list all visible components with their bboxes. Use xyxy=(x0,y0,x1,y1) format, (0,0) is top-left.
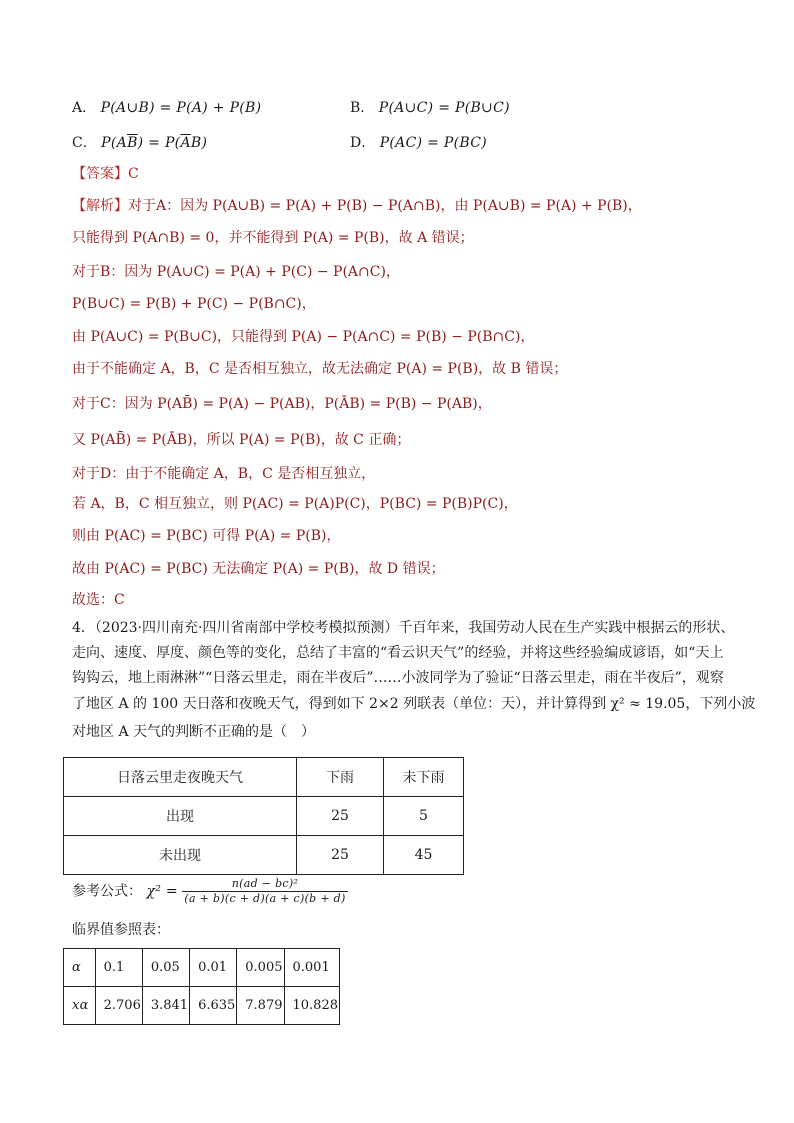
table-cell: 0.1 xyxy=(95,949,142,987)
formula-numerator: n(ad − bc)² xyxy=(182,877,347,892)
question-4-line-5: 对地区 A 天气的判断不正确的是（ ） xyxy=(72,724,316,740)
table-cell: 3.841 xyxy=(142,987,189,1025)
table-cell: 0.01 xyxy=(190,949,237,987)
contingency-table xyxy=(63,757,464,875)
option-c-part-1: P(A xyxy=(101,135,128,151)
table-header-cell: 日落云里走夜晚天气 xyxy=(64,758,297,797)
table-cell: 未出现 xyxy=(64,836,297,875)
analysis-line-2: 只能得到 P(A∩B) = 0，并不能得到 P(A) = P(B)，故 A 错误； xyxy=(72,230,474,246)
option-c-part-4: $\overline{A}$ xyxy=(180,135,191,151)
option-a-label: A． xyxy=(72,100,97,116)
question-4-line-2: 走向、速度、厚度、颜色等的变化，总结了丰富的“看云识天气”的经验，并将这些经验编成谚语，如“天上 xyxy=(72,645,724,661)
table-row xyxy=(64,758,464,797)
option-b-expr: P(A∪C) = P(B∪C) xyxy=(378,100,510,116)
table-cell: 7.879 xyxy=(237,987,284,1025)
answer-tag: 【答案】 xyxy=(72,166,128,182)
analysis-line-9: 对于D：由于不能确定 A，B，C 是否相互独立， xyxy=(72,466,376,482)
critical-table-label: 临界值参照表： xyxy=(72,922,170,938)
table-cell: 10.828 xyxy=(284,987,340,1025)
option-d-expr: P(AC) = P(BC) xyxy=(379,135,487,151)
table-cell: 出现 xyxy=(64,797,297,836)
table-cell: xα xyxy=(64,987,96,1025)
option-d-label: D． xyxy=(350,135,376,151)
formula-label: 参考公式： xyxy=(72,883,142,900)
option-c-label: C． xyxy=(72,135,97,151)
analysis-line-1 xyxy=(72,196,642,216)
table-cell: 0.001 xyxy=(284,949,340,987)
analysis-line-13: 故选：C xyxy=(72,592,125,608)
analysis-line-11: 则由 P(AC) = P(BC) 可得 P(A) = P(B)， xyxy=(72,528,341,544)
formula-lhs: χ² = xyxy=(146,883,178,900)
analysis-line-6: 由于不能确定 A，B，C 是否相互独立，故无法确定 P(A) = P(B)，故 B 错误； xyxy=(72,361,568,377)
table-cell: 2.706 xyxy=(95,987,142,1025)
answer-value: C xyxy=(128,166,139,182)
analysis-line-5: 由 P(A∪C) = P(B∪C)，只能得到 P(A) − P(A∩C) = P(B) − P(B∩C)， xyxy=(72,329,535,345)
analysis-line-7: 对于C：因为 P(AB̄) = P(A) − P(AB)，P(ĀB) = P(B) − P(AB)， xyxy=(72,396,492,412)
option-b xyxy=(350,98,510,118)
option-c-part-3: ) = P( xyxy=(137,135,181,151)
table-row xyxy=(64,949,340,987)
table-cell: 25 xyxy=(297,836,384,875)
table-cell: 45 xyxy=(384,836,464,875)
table-cell: 0.05 xyxy=(142,949,189,987)
option-d xyxy=(350,133,487,153)
option-a xyxy=(72,98,261,118)
analysis-text-1: 对于A：因为 P(A∪B) = P(A) + P(B) − P(A∩B)，由 P(A∪B) = P(A) + P(B)， xyxy=(128,198,642,214)
table-row xyxy=(64,797,464,836)
option-b-label: B． xyxy=(350,100,375,116)
analysis-line-12: 故由 P(AC) = P(BC) 无法确定 P(A) = P(B)，故 D 错误； xyxy=(72,561,445,577)
question-4-line-4: 了地区 A 的 100 天日落和夜晚天气，得到如下 2×2 列联表（单位：天），并计算得到 χ² ≈ 19.05，下列小波 xyxy=(72,696,756,712)
critical-value-table xyxy=(63,948,340,1025)
option-c-part-2: $\overline{B}$ xyxy=(127,135,138,151)
analysis-line-8: 又 P(AB̄) = P(ĀB)，所以 P(A) = P(B)，故 C 正确； xyxy=(72,432,411,448)
question-4-line-3: 钩钩云，地上雨淋淋”“日落云里走，雨在半夜后”……小波同学为了验证“日落云里走，雨在半夜后”，观察 xyxy=(72,670,724,686)
formula-denominator: (a + b)(c + d)(a + c)(b + d) xyxy=(184,892,346,905)
table-row xyxy=(64,987,340,1025)
table-cell: 5 xyxy=(384,797,464,836)
table-cell: 0.005 xyxy=(237,949,284,987)
option-a-expr: P(A∪B) = P(A) + P(B) xyxy=(100,100,262,116)
table-row xyxy=(64,836,464,875)
table-cell: 6.635 xyxy=(190,987,237,1025)
reference-formula xyxy=(72,877,348,906)
analysis-tag: 【解析】 xyxy=(72,198,128,214)
option-c xyxy=(72,133,207,153)
table-header-cell: 未下雨 xyxy=(384,758,464,797)
formula-fraction xyxy=(182,877,347,906)
analysis-line-4: P(B∪C) = P(B) + P(C) − P(B∩C)， xyxy=(72,296,316,312)
analysis-line-10: 若 A，B，C 相互独立，则 P(AC) = P(A)P(C)，P(BC) = P(B)P(C)， xyxy=(72,496,518,512)
option-c-expr xyxy=(101,135,207,151)
table-header-cell: 下雨 xyxy=(297,758,384,797)
option-c-part-5: B) xyxy=(190,135,208,151)
analysis-line-3: 对于B：因为 P(A∪C) = P(A) + P(C) − P(A∩C)， xyxy=(72,264,400,280)
table-cell: 25 xyxy=(297,797,384,836)
answer-line xyxy=(72,164,139,184)
table-cell: α xyxy=(64,949,96,987)
question-4-line-1: 4．（2023·四川南充·四川省南部中学校考模拟预测）千百年来，我国劳动人民在生产实践中根据云的形状、 xyxy=(72,620,735,636)
